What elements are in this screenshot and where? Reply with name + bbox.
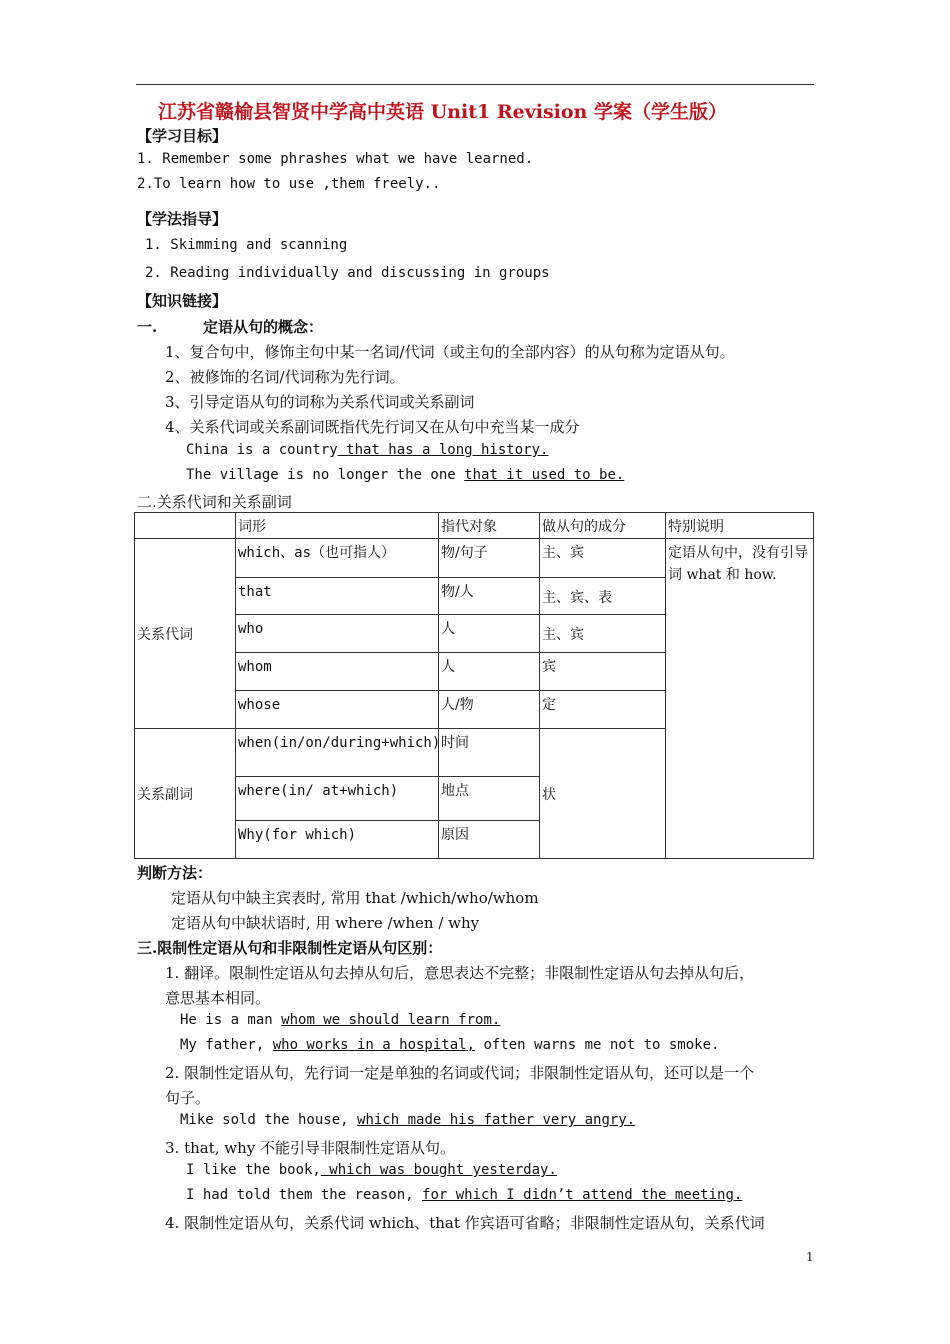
table-header: 指代对象 [439, 513, 540, 539]
table-cell: 人/物 [439, 691, 540, 729]
table-cell: 人 [439, 615, 540, 653]
table-cell: 原因 [439, 821, 540, 859]
table-cell: who [236, 615, 439, 653]
paragraph: 2. 限制性定语从句，先行词一定是单独的名词或代词；非限制性定语从句，还可以是一个 [165, 1064, 755, 1082]
paragraph: 4. 限制性定语从句，关系代词 which、that 作宾语可省略；非限制性定语从句，关系代词 [165, 1214, 765, 1232]
section-three-title: 三.限制性定语从句和非限制性定语从句区别： [137, 939, 443, 957]
table-cell: which、as（也可指人） [236, 539, 439, 578]
table-cell: 宾 [540, 653, 666, 691]
group-label: 关系代词 [135, 539, 236, 729]
page-number: 1 [806, 1250, 814, 1264]
knowledge-heading: 【知识链接】 [137, 292, 228, 310]
section-two-title: 二.关系代词和关系副词 [137, 493, 292, 511]
table-cell: 物/人 [439, 578, 540, 615]
paragraph: 3. that, why 不能引导非限制性定语从句。 [165, 1139, 456, 1157]
paragraph: 意思基本相同。 [165, 989, 271, 1007]
group-label: 关系副词 [135, 729, 236, 859]
example-sentence: China is a country that has a long history. [186, 442, 549, 458]
document-title: 江苏省赣榆县智贤中学高中英语 Unit1 Revision 学案（学生版） [158, 101, 727, 123]
concept-item: 1、复合句中，修饰主句中某一名词/代词（或主句的全部内容）的从句称为定语从句。 [165, 343, 735, 361]
paragraph: 句子。 [165, 1089, 211, 1107]
method-item: 2. Reading individually and discussing in groups [145, 265, 550, 281]
example-sentence: The village is no longer the one that it used to be. [186, 467, 625, 483]
table-cell: where(in/ at+which) [236, 777, 439, 821]
table-header: 做从句的成分 [540, 513, 666, 539]
example-sentence: Mike sold the house, which made his father very angry. [180, 1112, 636, 1128]
relative-words-table [134, 512, 814, 859]
section-one-title: 定语从句的概念： [203, 318, 324, 336]
table-header: 词形 [236, 513, 439, 539]
table-cell: that [236, 578, 439, 615]
example-sentence: My father, who works in a hospital, often warns me not to smoke. [180, 1037, 720, 1053]
table-cell: 主、宾 [540, 615, 666, 653]
concept-item: 2、被修饰的名词/代词称为先行词。 [165, 368, 405, 386]
goal-item: 2.To learn how to use ,them freely.. [137, 176, 441, 192]
section-one-number: 一. [137, 318, 158, 336]
paragraph: 1. 翻译。限制性定语从句去掉从句后，意思表达不完整；非限制性定语从句去掉从句后， [165, 964, 755, 982]
table-cell: when(in/on/during+which) [236, 729, 439, 777]
example-sentence: I like the book, which was bought yesterday. [186, 1162, 557, 1178]
table-cell: 定 [540, 691, 666, 729]
table-header: 特别说明 [666, 513, 814, 539]
judge-line: 定语从句中缺主宾表时, 常用 that /which/who/whom [171, 889, 539, 907]
method-item: 1. Skimming and scanning [145, 237, 348, 253]
table-cell: whom [236, 653, 439, 691]
concept-item: 4、关系代词或关系副词既指代先行词又在从句中充当某一成分 [165, 418, 580, 436]
example-sentence: I had told them the reason, for which I didn’t attend the meeting. [186, 1187, 743, 1203]
table-cell: whose [236, 691, 439, 729]
judge-line: 定语从句中缺状语时, 用 where /when / why [171, 914, 480, 932]
example-sentence: He is a man whom we should learn from. [180, 1012, 501, 1028]
table-cell: 主、宾 [540, 539, 666, 578]
table-cell: 物/句子 [439, 539, 540, 578]
goals-heading: 【学习目标】 [137, 127, 228, 145]
table-cell: 状 [540, 729, 666, 859]
special-note: 定语从句中，没有引导词 what 和 how. [666, 539, 814, 859]
judge-heading: 判断方法： [137, 864, 213, 882]
goal-item: 1. Remember some phrashes what we have learned. [137, 151, 534, 167]
table-cell: 时间 [439, 729, 540, 777]
table-cell: 人 [439, 653, 540, 691]
table-cell: 主、宾、表 [540, 578, 666, 615]
table-cell [135, 513, 236, 539]
concept-item: 3、引导定语从句的词称为关系代词或关系副词 [165, 393, 475, 411]
method-heading: 【学法指导】 [137, 210, 228, 228]
top-rule [136, 84, 814, 85]
table-cell: Why(for which) [236, 821, 439, 859]
table-cell: 地点 [439, 777, 540, 821]
